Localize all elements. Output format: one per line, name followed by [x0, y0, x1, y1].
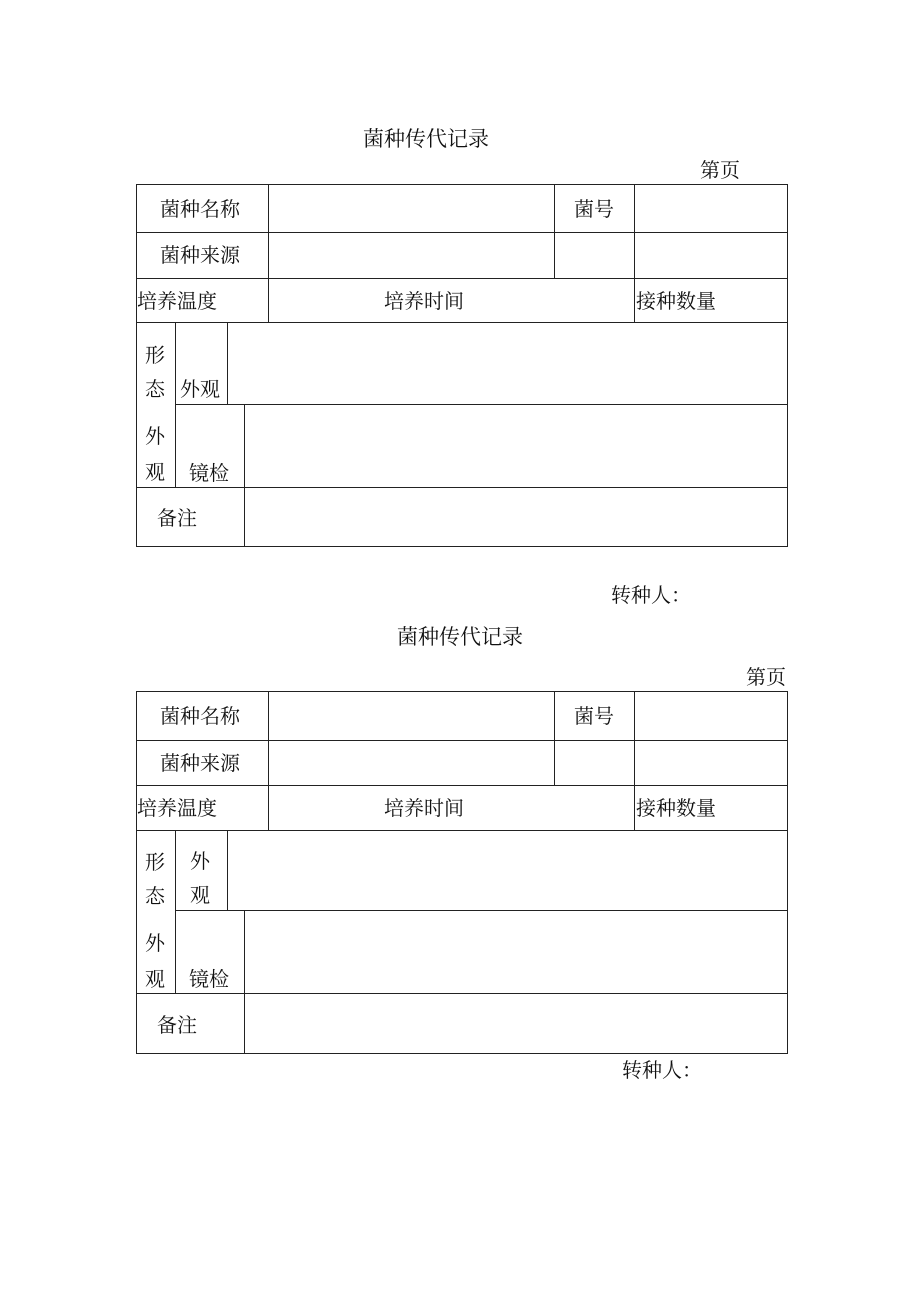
strain-no-label: 菌号 — [574, 197, 614, 221]
appearance-char-2: 观 — [190, 883, 210, 907]
morphology-char-3: 外 — [145, 424, 165, 448]
microscopy-label: 镜检 — [189, 967, 229, 991]
strain-name-label: 菌种名称 — [160, 704, 240, 728]
morphology-char-4: 观 — [145, 967, 165, 991]
morphology-char-2: 态 — [145, 377, 165, 401]
morphology-char-1: 形 — [145, 343, 165, 367]
culture-time-label: 培养时间 — [384, 289, 464, 313]
inoculation-qty-label: 接种数量 — [636, 289, 716, 313]
morphology-char-1: 形 — [145, 850, 165, 874]
remarks-label: 备注 — [157, 506, 197, 530]
remarks-label: 备注 — [157, 1013, 197, 1037]
signer-label: 转种人： — [611, 583, 691, 607]
inoculation-qty-label: 接种数量 — [636, 796, 716, 820]
strain-name-label: 菌种名称 — [160, 197, 240, 221]
page-number-label: 第页 — [700, 158, 740, 182]
strain-no-label: 菌号 — [574, 704, 614, 728]
culture-time-label: 培养时间 — [384, 796, 464, 820]
signer-label: 转种人： — [622, 1058, 702, 1082]
page-title: 菌种传代记录 — [363, 127, 489, 151]
strain-source-label: 菌种来源 — [160, 243, 240, 267]
appearance-label: 外观 — [180, 377, 220, 401]
morphology-char-3: 外 — [145, 931, 165, 955]
culture-temp-label: 培养温度 — [137, 796, 217, 820]
microscopy-label: 镜检 — [189, 461, 229, 485]
appearance-char-1: 外 — [190, 849, 210, 873]
morphology-char-2: 态 — [145, 884, 165, 908]
morphology-char-4: 观 — [145, 460, 165, 484]
page-title: 菌种传代记录 — [397, 625, 523, 649]
strain-source-label: 菌种来源 — [160, 751, 240, 775]
page-number-label: 第页 — [746, 665, 786, 689]
culture-temp-label: 培养温度 — [137, 289, 217, 313]
